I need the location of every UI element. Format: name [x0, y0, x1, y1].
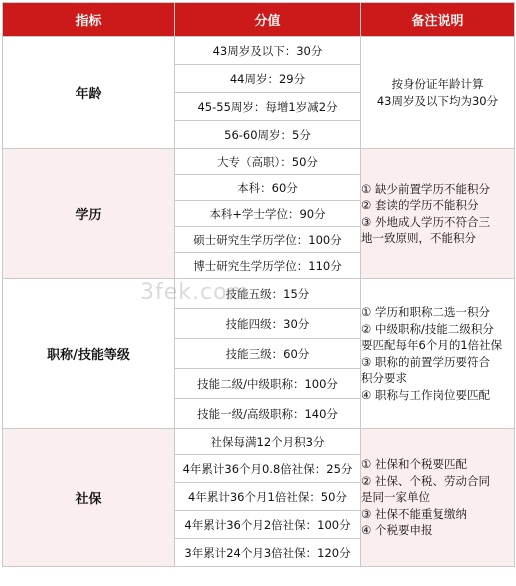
table-row	[3, 37, 515, 65]
value-cell: 技能三级：60分	[175, 339, 361, 369]
value-cell: 技能四级：30分	[175, 309, 361, 339]
value-cell: 3年累计24个月3倍社保：120分	[175, 539, 361, 567]
category-title: 职称/技能等级	[3, 279, 175, 429]
value-cell: 技能五级：15分	[175, 279, 361, 309]
watermark: 3fek.com	[140, 280, 250, 305]
note-line: ① 学历和职称二选一积分	[361, 305, 490, 319]
table-row	[3, 149, 515, 175]
note-line: 是同一家单位	[361, 490, 430, 505]
value-cell: 本科+学士学位：90分	[175, 201, 361, 227]
note-line: ③ 职称的前置学历要符合	[361, 354, 490, 369]
notes-education	[361, 149, 515, 279]
value-cell: 4年累计36个月1倍社保：50分	[175, 483, 361, 511]
value-cell: 本科：60分	[175, 175, 361, 201]
note-line: 要匹配每年6个月的1倍社保	[361, 338, 503, 352]
note-line: ④ 个税要申报	[361, 523, 433, 538]
note-line: ② 套读的学历不能积分	[361, 198, 479, 212]
note-line: ④ 职称与工作岗位要匹配	[361, 387, 490, 402]
note-line: ③ 社保不能重复缴纳	[361, 506, 467, 521]
value-cell: 社保每满12个月积3分	[175, 429, 361, 455]
value-cell: 44周岁：29分	[175, 65, 361, 93]
header-indicator: 指标	[3, 3, 175, 37]
note-line: ② 社保、个税、劳动合同	[361, 473, 490, 488]
note-line: ① 社保和个税要匹配	[361, 457, 467, 472]
value-cell: 56-60周岁：5分	[175, 121, 361, 149]
notes-age	[361, 37, 515, 149]
notes-title	[361, 279, 515, 429]
table-row	[3, 429, 515, 455]
header-row	[3, 3, 515, 37]
category-education: 学历	[3, 149, 175, 279]
value-cell: 硕士研究生学历学位：100分	[175, 227, 361, 253]
header-score: 分值	[175, 3, 361, 37]
note-line: 积分要求	[361, 371, 407, 385]
value-cell: 43周岁及以下：30分	[175, 37, 361, 65]
value-cell: 4年累计36个月2倍社保：100分	[175, 511, 361, 539]
value-cell: 45-55周岁：每增1岁减2分	[175, 93, 361, 121]
category-social: 社保	[3, 429, 175, 567]
note-line: ① 缺少前置学历不能积分	[361, 181, 490, 196]
value-cell: 技能二级/中级职称：100分	[175, 369, 361, 399]
table-row	[3, 279, 515, 309]
value-cell: 大专（高职）：50分	[175, 149, 361, 175]
note-line: 地一致原则，不能积分	[361, 231, 476, 245]
header-notes: 备注说明	[361, 3, 515, 37]
category-age: 年龄	[3, 37, 175, 149]
note-line: ② 中级职称/技能二级积分	[361, 321, 494, 336]
value-cell: 4年累计36个月0.8倍社保：25分	[175, 455, 361, 483]
note-line: 按身份证年龄计算	[391, 77, 484, 91]
note-line: 43周岁及以下均为30分	[376, 93, 499, 108]
notes-social	[361, 429, 515, 567]
note-line: ③ 外地成人学历不符合三	[361, 214, 490, 229]
value-cell: 技能一级/高级职称：140分	[175, 399, 361, 429]
score-table	[2, 2, 515, 567]
value-cell: 博士研究生学历学位：110分	[175, 253, 361, 279]
